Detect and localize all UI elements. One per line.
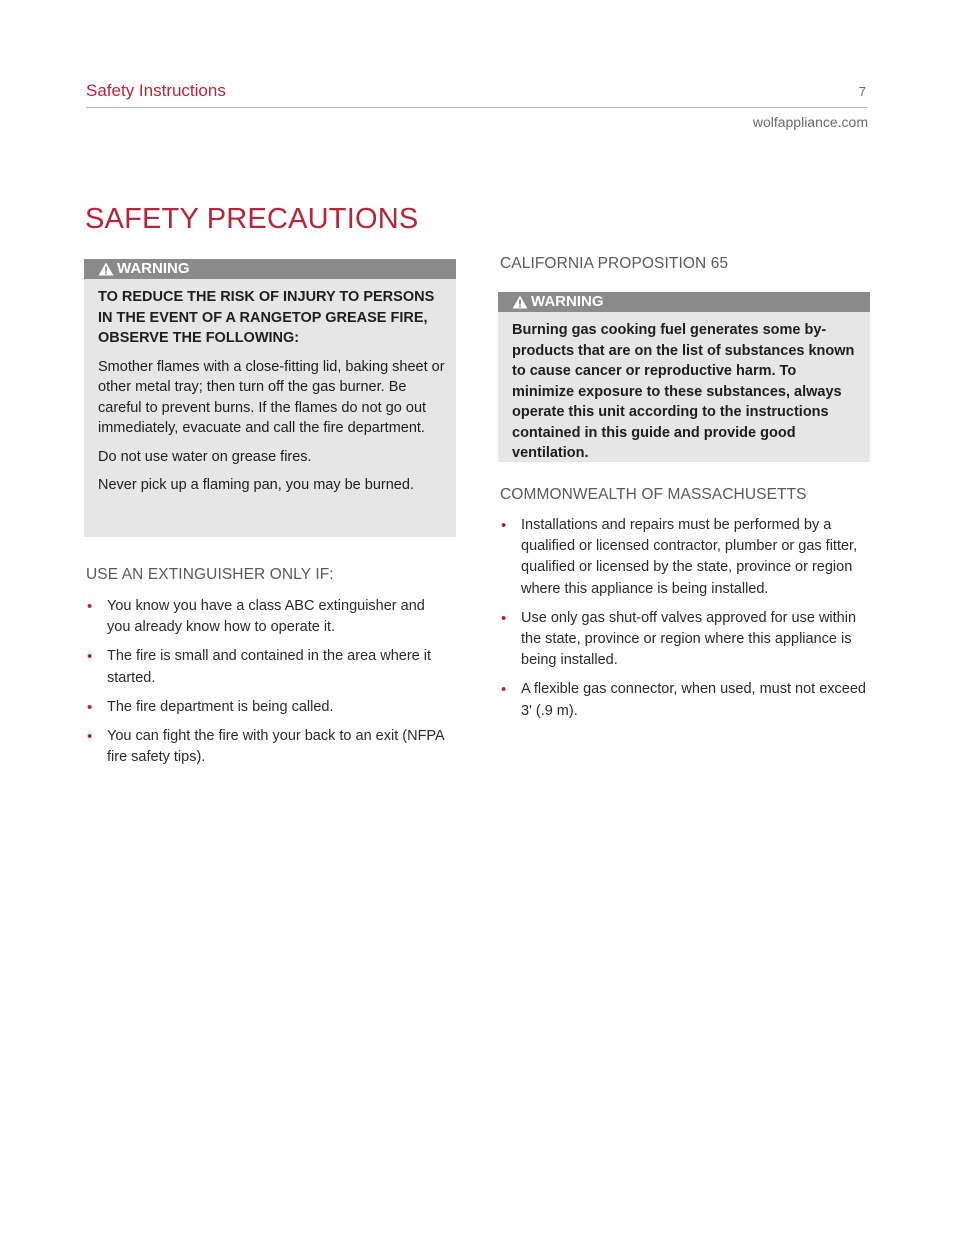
bullet-icon: • [87,598,93,615]
warning-header [84,259,456,279]
list-item: • You know you have a class ABC extinguisher and you already know how to operate it. [87,598,425,636]
bullet-icon: • [501,609,507,627]
website-url[interactable]: wolfappliance.com [752,114,868,130]
bullet-icon: • [501,517,507,534]
warning-paragraph: Never pick up a flaming pan, you may be burned. [98,477,414,493]
list-item: • The fire is small and contained in the area where it started. [87,648,432,686]
massachusetts-list [500,515,876,730]
warning-label: WARNING [531,293,604,310]
bullet-icon: • [87,648,93,666]
warning-paragraph: Smother flames with a close-fitting lid, baking sheet or other metal tray; then turn off the gas burner. Be careful to prevent burns. If the flames do not go out immediately, evacuate and call the fire department. [98,358,445,436]
header-divider [86,107,868,108]
list-item: • You can fight the fire with your back to an exit (NFPA fire safety tips). [87,728,444,766]
list-item: • The fire department is being called. [86,697,446,718]
warning-body [498,312,870,464]
bullet-icon: • [501,681,507,699]
grease-fire-warning-box [84,259,456,537]
page-title: SAFETY PRECAUTIONS [85,203,419,235]
prop65-text: Burning gas cooking fuel generates some by-products that are on the list of substances known to cause cancer or reproductive harm. To minimize exposure to these substances, always operate this unit according to the instructions contained in this guide and provide good ventilation. [512,322,855,461]
list-item: • A flexible gas connector, when used, must not exceed 3' (.9 m). [501,681,866,719]
extinguisher-heading: USE AN EXTINGUISHER ONLY IF: [86,566,334,583]
bullet-icon: • [87,728,93,746]
warning-header [498,292,870,312]
extinguisher-list [86,596,446,776]
section-title: Safety Instructions [86,81,226,100]
warning-label: WARNING [117,260,190,277]
warning-paragraph: Do not use water on grease fires. [98,448,312,465]
california-heading: CALIFORNIA PROPOSITION 65 [500,255,729,272]
massachusetts-heading: COMMONWEALTH OF MASSACHUSETTS [500,486,807,503]
bullet-icon: • [87,698,93,716]
page-number: 7 [858,84,866,99]
warning-heading: TO REDUCE THE RISK OF INJURY TO PERSONS IN THE EVENT OF A RANGETOP GREASE FIRE, OBSERVE THE FOLLOWING: [98,289,435,346]
list-item: • Use only gas shut-off valves approved for use within the state, province or region where this appliance is being installed. [501,609,857,669]
warning-body [84,279,456,496]
list-item: • Installations and repairs must be performed by a qualified or licensed contractor, plumber or gas fitter, qualified or licensed by the state, province or region where this appliance is being installed. [501,517,858,597]
warning-triangle-icon [98,262,114,276]
warning-triangle-icon [512,295,528,309]
prop65-warning-box [498,292,870,462]
